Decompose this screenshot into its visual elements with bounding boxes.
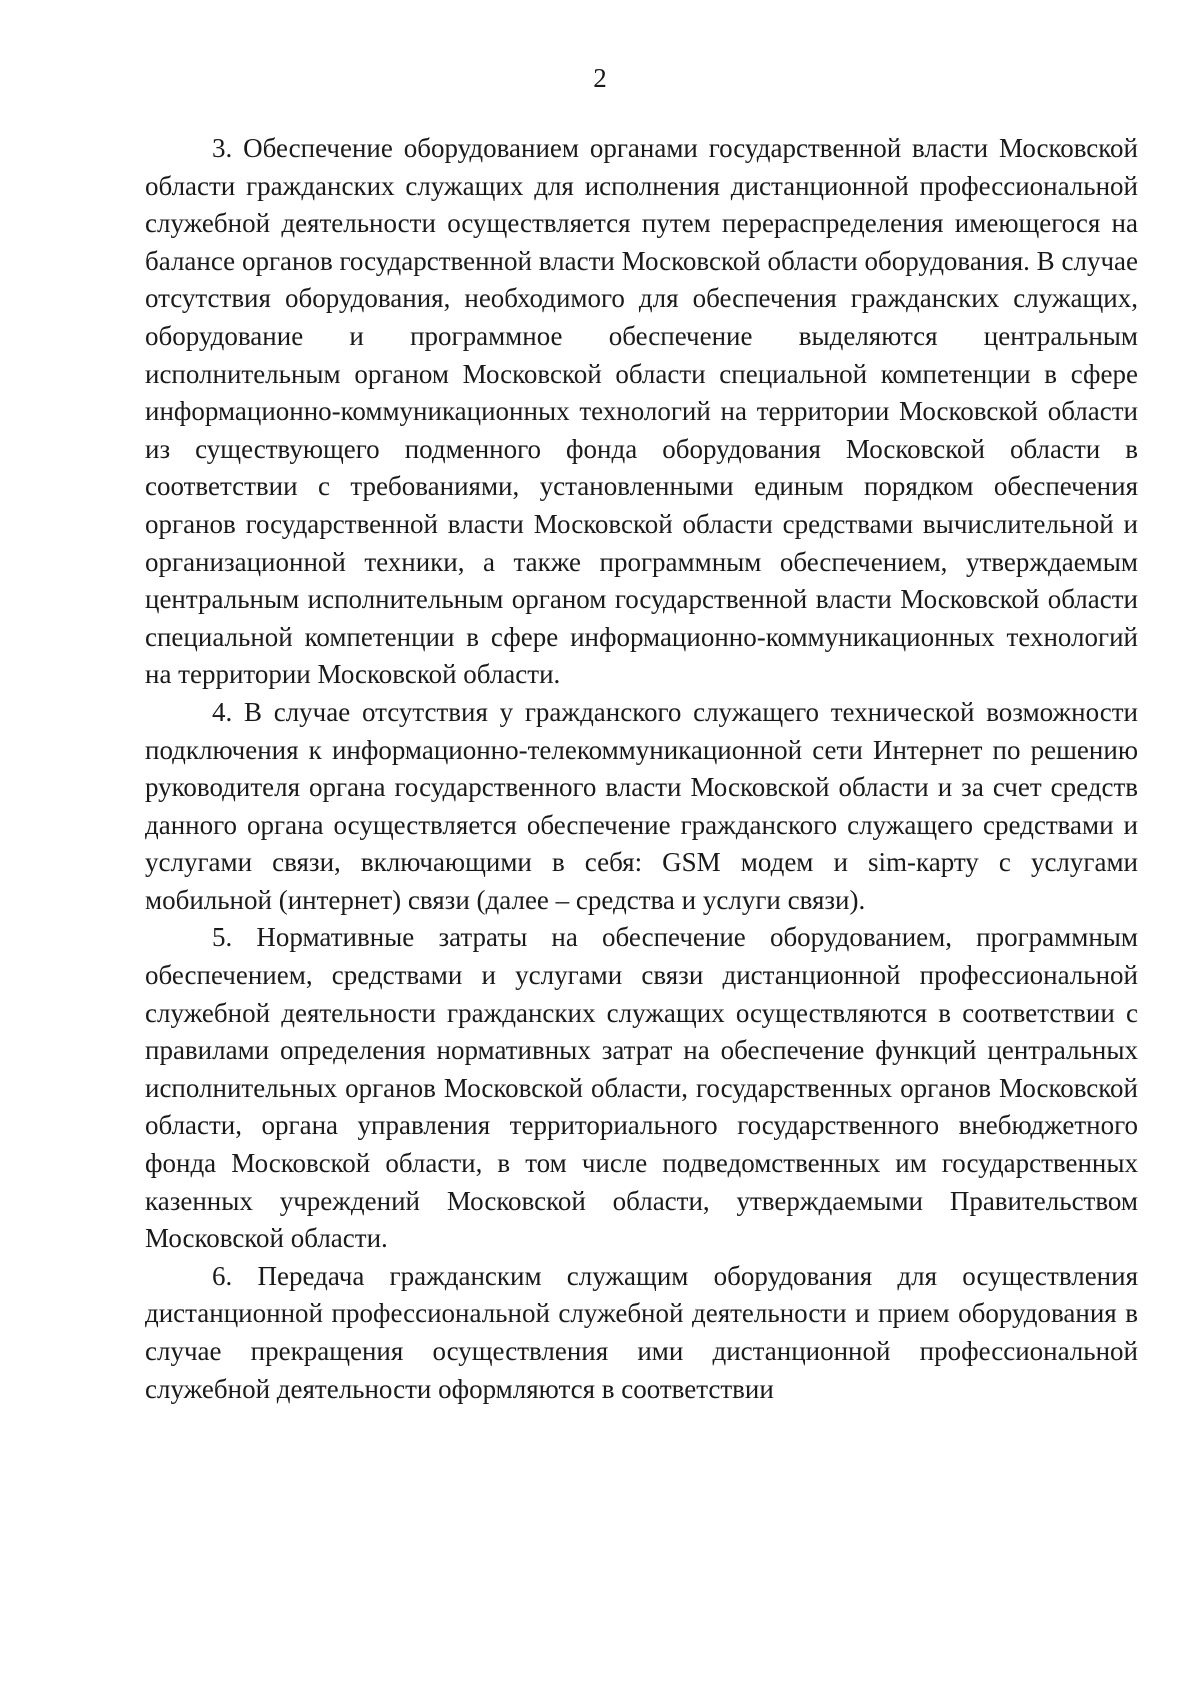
paragraph-5: 5. Нормативные затраты на обеспечение оборудованием, программным обеспечением, средствами и услугами связи дистанционной профессиональной служебной деятельности гражданских служащих осуществляются в соответствии с правилами определения нормативных затрат на обеспечение функций центральных исполнительных органов Московской области, государственных органов Московской области, органа управления территориального государственного внебюджетного фонда Московской области, в том числе подведомственных им государственных казенных учреждений Московской области, утверждаемыми Правительством Московской области. [145, 922, 1138, 1254]
paragraph-4: 4. В случае отсутствия у гражданского служащего технической возможности подключения к информационно-телекоммуникационной сети Интернет по решению руководителя органа государственного власти Московской области и за счет средств данного органа осуществляется обеспечение гражданского служащего средствами и услугами связи, включающими в себя: GSM модем и sim-карту с услугами мобильной (интернет) связи (далее – средства и услуги связи). [145, 696, 1138, 915]
paragraph-6: 6. Передача гражданским служащим оборудования для осуществления дистанционной профессиональной служебной деятельности и прием оборудования в случае прекращения осуществления ими дистанционной профессиональной служебной деятельности оформляются в соответствии [145, 1260, 1138, 1404]
paragraph-3: 3. Обеспечение оборудованием органами государственной власти Московской области гражданских служащих для исполнения дистанционной профессиональной служебной деятельности осуществляется путем перераспределения имеющегося на балансе органов государственной власти Московской области оборудования. В случае отсутствия оборудования, необходимого для обеспечения гражданских служащих, оборудование и программное обеспечение выделяются центральным исполнительным органом Московской области специальной компетенции в сфере информационно-коммуникационных технологий на территории Московской области из существующего подменного фонда оборудования Московской области в соответствии с требованиями, установленными единым порядком обеспечения органов государственной власти Московской области средствами вычислительной и организационной техники, а также программным обеспечением, утверждаемым центральным исполнительным органом государственной власти Московской области специальной компетенции в сфере информационно-коммуникационных технологий на территории Московской области. [145, 133, 1138, 690]
document-body [145, 130, 1138, 1408]
page-number: 2 [593, 63, 607, 93]
